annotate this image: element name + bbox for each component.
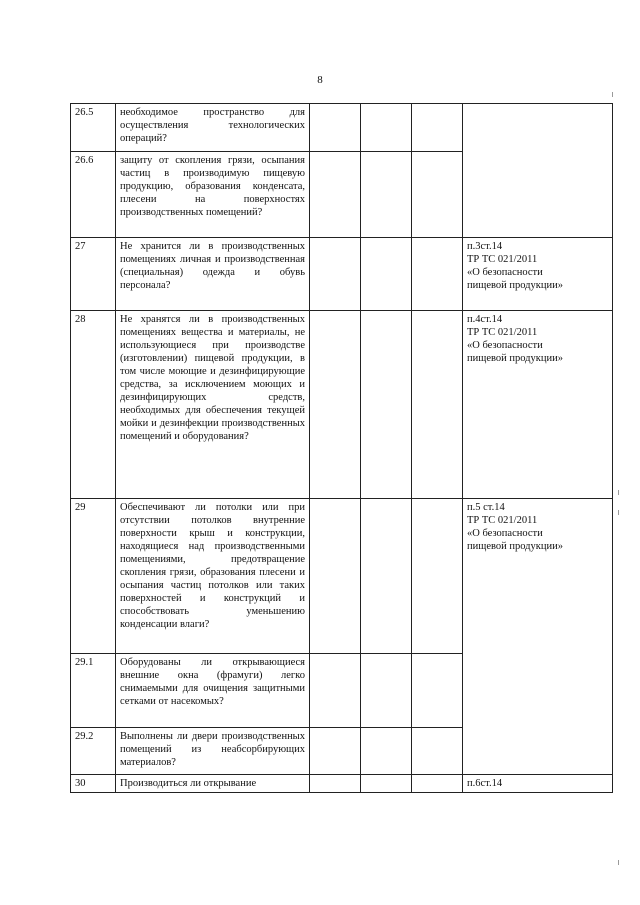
row-number: 28 bbox=[71, 311, 116, 499]
legal-reference bbox=[463, 311, 613, 499]
scan-mark bbox=[618, 490, 619, 495]
table-row bbox=[71, 499, 613, 654]
answer-cell bbox=[412, 311, 463, 499]
answer-cell bbox=[310, 728, 361, 775]
answer-cell bbox=[412, 499, 463, 654]
answer-cell bbox=[412, 728, 463, 775]
question-text: Оборудованы ли открывающиеся внешние окна (фрамуги) легко снимаемыми для очищения защитными сетками от насекомых? bbox=[116, 654, 310, 728]
table-row bbox=[71, 775, 613, 793]
reference-line: «О безопасности bbox=[467, 528, 543, 539]
reference-line: пищевой продукции» bbox=[467, 353, 563, 364]
reference-line: ТР ТС 021/2011 bbox=[467, 515, 538, 526]
row-number: 30 bbox=[71, 775, 116, 793]
table-row bbox=[71, 104, 613, 152]
question-text: Выполнены ли двери производственных помещений из неабсорбирующих материалов? bbox=[116, 728, 310, 775]
row-number: 29.1 bbox=[71, 654, 116, 728]
question-text: Не хранятся ли в производственных помещениях вещества и материалы, не использующиеся при производстве (изготовлении) пищевой продукции, в том числе моющие и дезинфицирующие средства, за исключением моющих и дезинфицирующих средств, необходимых для обеспечения текущей мойки и дезинфекции производственных помещений и оборудования? bbox=[116, 311, 310, 499]
table-row bbox=[71, 311, 613, 499]
reference-line: п.4ст.14 bbox=[467, 314, 503, 325]
reference-line: «О безопасности bbox=[467, 340, 543, 351]
answer-cell bbox=[412, 152, 463, 238]
scan-mark bbox=[612, 92, 613, 97]
row-number: 26.6 bbox=[71, 152, 116, 238]
checklist-table bbox=[70, 103, 613, 793]
legal-reference bbox=[463, 775, 613, 793]
answer-cell bbox=[361, 152, 412, 238]
answer-cell bbox=[310, 654, 361, 728]
page-number: 8 bbox=[317, 74, 323, 86]
reference-line: п.3ст.14 bbox=[467, 241, 503, 252]
answer-cell bbox=[310, 499, 361, 654]
table-row bbox=[71, 238, 613, 311]
row-number: 29 bbox=[71, 499, 116, 654]
reference-line: пищевой продукции» bbox=[467, 541, 563, 552]
scan-mark bbox=[618, 510, 619, 515]
reference-line: п.6ст.14 bbox=[467, 778, 503, 789]
reference-line: п.5 ст.14 bbox=[467, 502, 505, 513]
answer-cell bbox=[361, 238, 412, 311]
answer-cell bbox=[310, 238, 361, 311]
reference-line: «О безопасности bbox=[467, 267, 543, 278]
question-text: Обеспечивают ли потолки или при отсутствии потолков внутренние поверхности крыш и конструкции, находящиеся над производственными помещениями, предотвращение скопления грязи, образования плесени и осыпания частиц потолков или таких поверхностей и конструкций и способствовать уменьшению конденсации влаги? bbox=[116, 499, 310, 654]
scan-mark bbox=[618, 860, 619, 865]
answer-cell bbox=[361, 728, 412, 775]
answer-cell bbox=[361, 499, 412, 654]
legal-reference bbox=[463, 499, 613, 775]
answer-cell bbox=[412, 238, 463, 311]
question-text: необходимое пространство для осуществления технологических операций? bbox=[116, 104, 310, 152]
answer-cell bbox=[310, 152, 361, 238]
row-number: 27 bbox=[71, 238, 116, 311]
reference-line: ТР ТС 021/2011 bbox=[467, 254, 538, 265]
answer-cell bbox=[361, 311, 412, 499]
question-text: Не хранится ли в производственных помещениях личная и производственная (специальная) одежда и обувь персонала? bbox=[116, 238, 310, 311]
row-number: 29.2 bbox=[71, 728, 116, 775]
answer-cell bbox=[412, 104, 463, 152]
answer-cell bbox=[310, 311, 361, 499]
answer-cell bbox=[310, 104, 361, 152]
reference-line: пищевой продукции» bbox=[467, 280, 563, 291]
answer-cell bbox=[361, 775, 412, 793]
answer-cell bbox=[361, 654, 412, 728]
question-text: защиту от скопления грязи, осыпания частиц в производимую пищевую продукцию, образования конденсата, плесени на поверхностях производственных помещений? bbox=[116, 152, 310, 238]
question-text: Производиться ли открывание bbox=[116, 775, 310, 793]
reference-line: ТР ТС 021/2011 bbox=[467, 327, 538, 338]
answer-cell bbox=[412, 775, 463, 793]
legal-reference bbox=[463, 104, 613, 238]
row-number: 26.5 bbox=[71, 104, 116, 152]
answer-cell bbox=[310, 775, 361, 793]
answer-cell bbox=[412, 654, 463, 728]
legal-reference bbox=[463, 238, 613, 311]
answer-cell bbox=[361, 104, 412, 152]
